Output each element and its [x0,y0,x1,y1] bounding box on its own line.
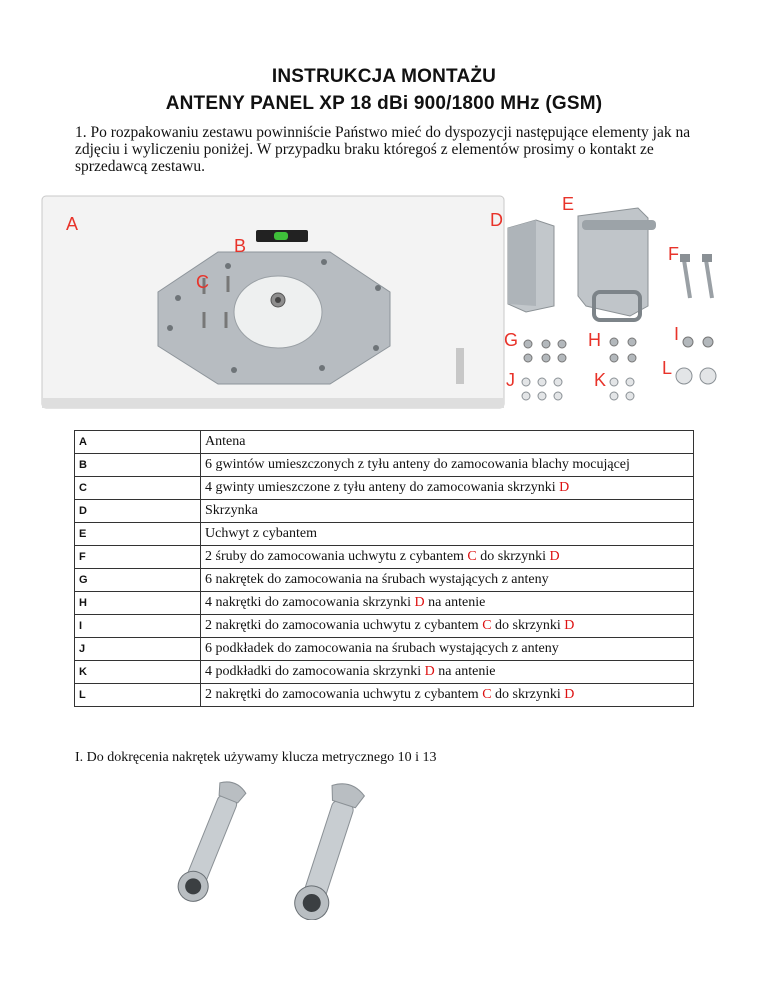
part-text: do skrzynki [491,618,565,633]
part-text: 6 gwintów umieszczonych z tyłu anteny do zamocowania blachy mocującej [205,457,630,472]
washers-k [610,378,634,400]
wrench-10 [174,780,249,906]
table-row [75,569,694,592]
part-code: A [75,431,201,454]
part-reference: D [424,664,435,679]
table-row [75,454,694,477]
label-h: H [588,330,601,350]
part-description [201,638,694,661]
part-reference: D [414,595,425,610]
table-row [75,431,694,454]
screws-f [684,260,712,298]
table-row [75,592,694,615]
label-d: D [490,210,503,230]
label-l: L [662,358,673,378]
part-code: H [75,592,201,615]
part-text: na antenie [434,664,496,679]
label-a: A [66,214,79,234]
label-e: E [562,194,575,214]
part-text: 2 nakrętki do zamocowania uchwytu z cybantem [205,618,483,633]
part-reference: D [564,618,575,633]
document-title: INSTRUKCJA MONTAŻU [271,66,497,87]
part-description [201,454,694,477]
bracket-uchwyt [578,208,656,320]
part-reference: D [559,480,570,495]
part-text: 4 podkładki do zamocowania skrzynki [205,664,425,679]
part-code: D [75,500,201,523]
table-row [75,638,694,661]
intro-paragraph: 1. Po rozpakowaniu zestawu powinniście Państwo mieć do dyspozycji następujące elementy jak na zdjęciu i wyliczeniu poniżej. W przypadku braku któregoś z elementów prosimy o kontakt ze sprzedawcą zestawu. [75,124,691,175]
nuts-h [610,338,636,362]
nuts-i [683,337,713,347]
table-row [75,684,694,707]
part-reference: C [482,618,492,633]
label-b: B [234,236,247,256]
label-k: K [594,370,607,390]
table-row [75,546,694,569]
part-description [201,431,694,454]
part-code: L [75,684,201,707]
part-code: C [75,477,201,500]
part-reference: D [549,549,560,564]
part-description [201,477,694,500]
part-text: 6 podkładek do zamocowania na śrubach wystających z anteny [205,641,559,656]
part-description [201,546,694,569]
table-row [75,477,694,500]
table-row [75,523,694,546]
part-code: K [75,661,201,684]
washers-j [522,378,562,400]
part-text: Antena [205,434,246,449]
box-skrzynka [508,220,554,312]
washers-l [676,368,716,384]
part-text: Skrzynka [205,503,258,518]
parts-photo [38,188,738,420]
table-row [75,615,694,638]
part-text: do skrzynki [491,687,565,702]
part-text: 4 nakrętki do zamocowania skrzynki [205,595,415,610]
part-code: I [75,615,201,638]
part-text: 4 gwinty umieszczone z tyłu anteny do zamocowania skrzynki [205,480,560,495]
part-code: E [75,523,201,546]
parts-table [74,430,694,707]
part-text: na antenie [424,595,486,610]
tool-note: I. Do dokręcenia nakrętek używamy klucza metrycznego 10 i 13 [75,750,437,765]
part-description [201,684,694,707]
table-row [75,500,694,523]
label-i: I [674,324,680,344]
nuts-g [524,340,566,362]
part-description [201,661,694,684]
part-description [201,592,694,615]
part-code: G [75,569,201,592]
document-subtitle: ANTENY PANEL XP 18 dBi 900/1800 MHz (GSM) [165,93,603,114]
wrench-13 [290,780,366,920]
part-text: 2 śruby do zamocowania uchwytu z cybantem [205,549,468,564]
label-g: G [504,330,519,350]
part-text: 2 nakrętki do zamocowania uchwytu z cybantem [205,687,483,702]
label-c: C [196,272,209,292]
part-reference: D [564,687,575,702]
part-text: Uchwyt z cybantem [205,526,317,541]
label-f: F [668,244,679,264]
label-j: J [506,370,515,390]
part-code: F [75,546,201,569]
part-reference: C [482,687,492,702]
part-code: B [75,454,201,477]
table-row [75,661,694,684]
part-text: do skrzynki [476,549,550,564]
part-code: J [75,638,201,661]
wrenches-photo [150,780,410,920]
part-description [201,523,694,546]
part-description [201,615,694,638]
part-text: 6 nakrętek do zamocowania na śrubach wystających z anteny [205,572,549,587]
part-description [201,500,694,523]
part-description [201,569,694,592]
part-reference: C [467,549,477,564]
